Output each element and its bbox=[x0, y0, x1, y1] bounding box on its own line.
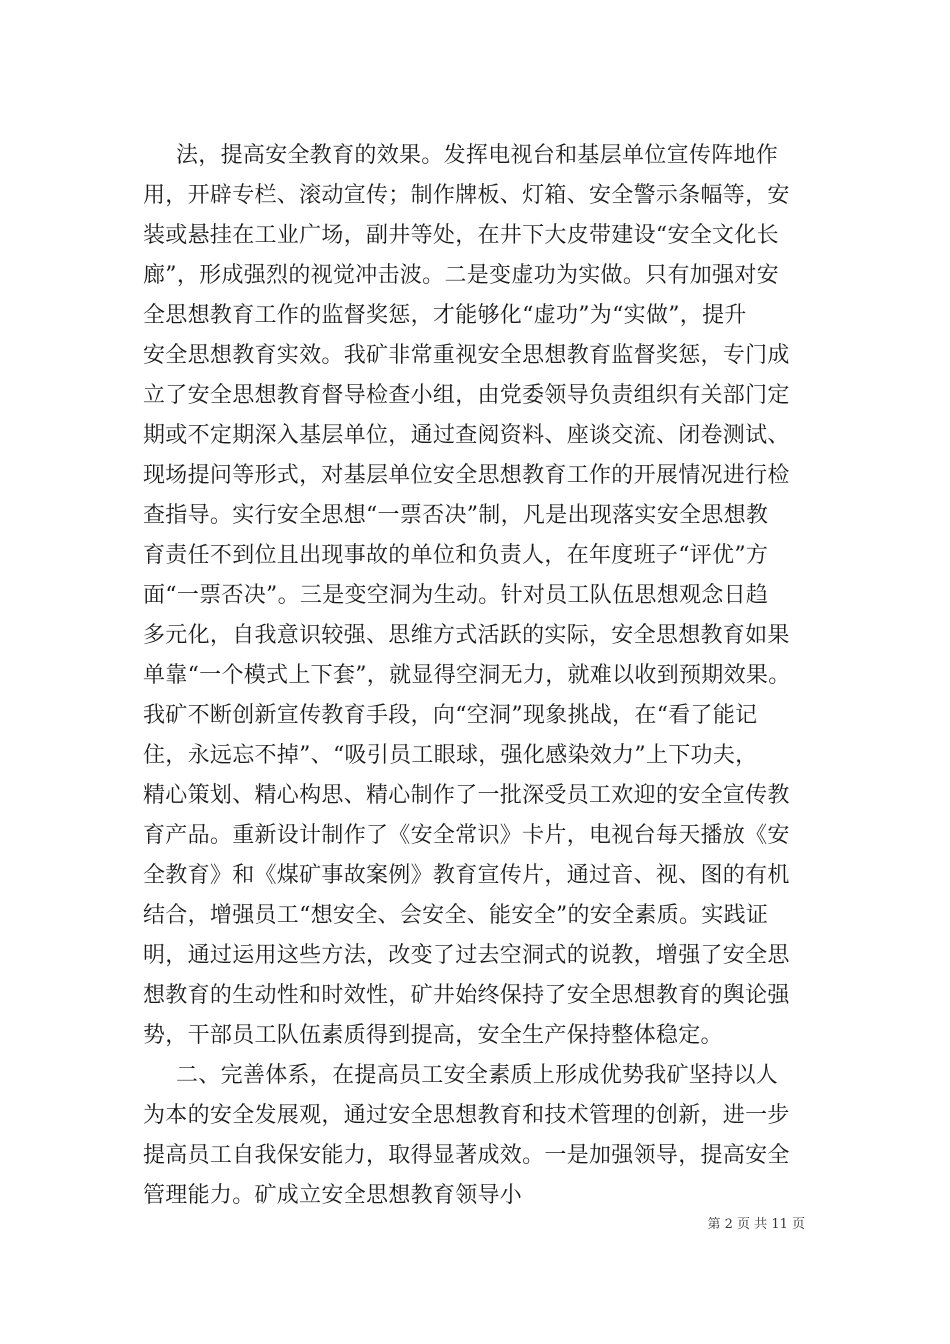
text-line: 提高员工自我保安能力，取得显著成效。一是加强领导，提高安全 bbox=[143, 1143, 790, 1168]
text-line: 我矿不断创新宣传教育手段，向“空洞”现象挑战，在“看了能记 bbox=[143, 703, 758, 728]
text-line: 明，通过运用这些方法，改变了过去空洞式的说教，增强了安全思 bbox=[143, 943, 790, 968]
text-line: 多元化，自我意识较强、思维方式活跃的实际，安全思想教育如果 bbox=[143, 623, 790, 648]
text-line: 期或不定期深入基层单位，通过查阅资料、座谈交流、闭卷测试、 bbox=[143, 423, 790, 448]
text-line: 全教育》和《煤矿事故案例》教育宣传片，通过音、视、图的有机 bbox=[143, 863, 790, 888]
text-line: 为本的安全发展观，通过安全思想教育和技术管理的创新，进一步 bbox=[143, 1103, 790, 1128]
text-line: 全思想教育工作的监督奖惩，才能够化“虚功”为“实做”，提升 bbox=[143, 303, 747, 328]
text-line: 想教育的生动性和时效性，矿井始终保持了安全思想教育的舆论强 bbox=[143, 983, 790, 1008]
text-line: 管理能力。矿成立安全思想教育领导小 bbox=[143, 1183, 523, 1208]
text-line: 面“一票否决”。三是变空洞为生动。针对员工队伍思想观念日趋 bbox=[143, 583, 769, 608]
text-line: 育责任不到位且出现事故的单位和负责人，在年度班子“评优”方 bbox=[143, 543, 769, 568]
text-line: 精心策划、精心构思、精心制作了一批深受员工欢迎的安全宣传教 bbox=[143, 783, 790, 808]
text-line: 安全思想教育实效。我矿非常重视安全思想教育监督奖惩，专门成 bbox=[143, 343, 790, 368]
text-line: 单靠“一个模式上下套”，就显得空洞无力，就难以收到预期效果。 bbox=[143, 663, 791, 688]
text-line: 势，干部员工队伍素质得到提高，安全生产保持整体稳定。 bbox=[143, 1023, 723, 1048]
text-line: 用，开辟专栏、滚动宣传；制作牌板、灯箱、安全警示条幅等，安 bbox=[143, 183, 790, 208]
text-line: 住，永远忘不掉”、“吸引员工眼球，强化感染效力”上下功夫， bbox=[143, 743, 758, 768]
text-line: 立了安全思想教育督导检查小组，由党委领导负责组织有关部门定 bbox=[143, 383, 790, 408]
text-line: 查指导。实行安全思想“一票否决”制，凡是出现落实安全思想教 bbox=[143, 503, 769, 528]
text-line: 现场提问等形式，对基层单位安全思想教育工作的开展情况进行检 bbox=[143, 463, 790, 488]
section-heading-line: 二、完善体系，在提高员工安全素质上形成优势我矿坚持以人 bbox=[176, 1063, 779, 1088]
text-line: 法，提高安全教育的效果。发挥电视台和基层单位宣传阵地作 bbox=[176, 143, 779, 168]
text-line: 结合，增强员工“想安全、会安全、能安全”的安全素质。实践证 bbox=[143, 903, 769, 928]
text-line: 廊”，形成强烈的视觉冲击波。二是变虚功为实做。只有加强对安 bbox=[143, 263, 779, 288]
text-line: 育产品。重新设计制作了《安全常识》卡片，电视台每天播放《安 bbox=[143, 823, 790, 848]
page-number-footer: 第 2 页 共 11 页 bbox=[707, 1217, 805, 1232]
text-line: 装或悬挂在工业广场，副井等处，在井下大皮带建设“安全文化长 bbox=[143, 223, 779, 248]
